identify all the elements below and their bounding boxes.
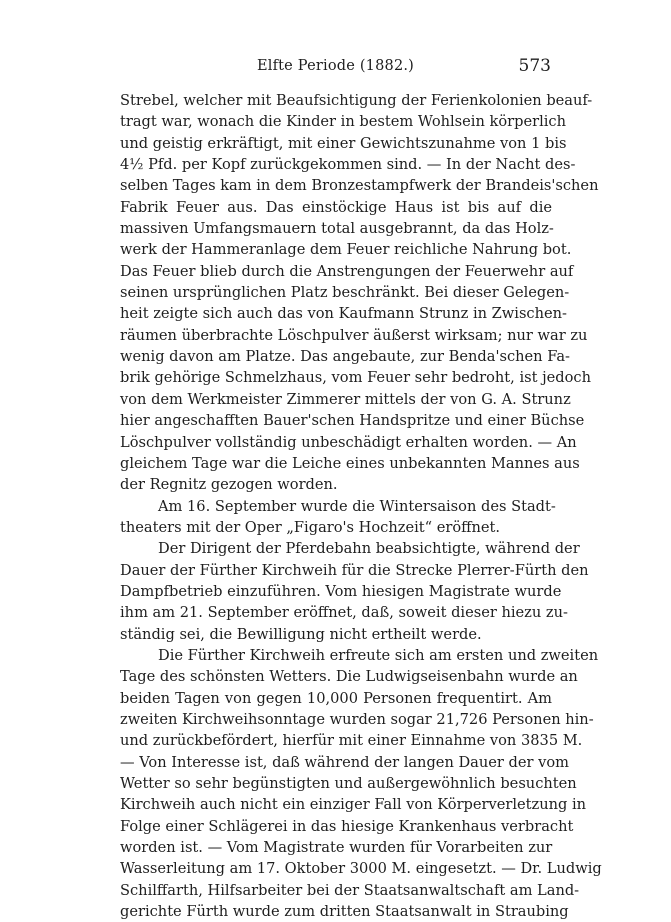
text-line: Tage des schönsten Wetters. Die Ludwigseisenbahn wurde an — [120, 668, 578, 686]
text-line: der Regnitz gezogen worden. — [120, 476, 338, 494]
text-line: Wasserleitung am 17. Oktober 3000 M. eingesetzt. — Dr. Ludwig — [120, 860, 602, 878]
text-line: Wetter so sehr begünstigten und außergewöhnlich besuchten — [120, 775, 577, 792]
text-line: Die Fürther Kirchweih erfreute sich am ersten und zweiten — [158, 646, 599, 664]
text-line: Am 16. September wurde die Wintersaison des Stadt- — [158, 497, 556, 515]
running-head — [0, 56, 671, 78]
text-line: heit zeigte sich auch das von Kaufmann Strunz in Zwischen- — [120, 305, 567, 323]
text-line: räumen überbrachte Löschpulver äußerst wirksam; nur war zu — [120, 326, 588, 344]
text-line: — Von Interesse ist, daß während der langen Dauer der vom — [120, 753, 569, 771]
text-line: beiden Tagen von gegen 10,000 Personen frequentirt. Am — [120, 689, 552, 707]
text-line: selben Tages kam in dem Bronzestampfwerk der Brandeis'schen — [120, 177, 599, 195]
text-line: Dauer der Fürther Kirchweih für die Strecke Plerrer-Fürth den — [120, 561, 589, 579]
text-line: theaters mit der Oper „Figaro's Hochzeit“ eröffnet. — [120, 518, 501, 536]
text-line: massiven Umfangsmauern total ausgebrannt, da das Holz- — [120, 220, 554, 238]
page-number: 573 — [518, 56, 551, 76]
body-text — [120, 90, 602, 922]
text-line: und geistig erkräftigt, mit einer Gewichtszunahme von 1 bis — [120, 134, 567, 152]
text-line: Der Dirigent der Pferdebahn beabsichtigte, während der — [158, 540, 580, 558]
text-line: zweiten Kirchweihsonntage wurden sogar 21,726 Personen hin- — [120, 710, 594, 728]
text-line: brik gehörige Schmelzhaus, vom Feuer sehr bedroht, ist jedoch — [120, 369, 591, 387]
text-line: worden ist. — Vom Magistrate wurden für Vorarbeiten zur — [120, 839, 553, 857]
text-line: Schilffarth, Hilfsarbeiter bei der Staatsanwaltschaft am Land- — [120, 881, 580, 899]
text-line: Folge einer Schlägerei in das hiesige Krankenhaus verbracht — [120, 817, 574, 835]
text-line: ständig sei, die Bewilligung nicht ertheilt werde. — [120, 625, 482, 643]
running-title: Elfte Periode (1882.) — [256, 58, 415, 74]
text-line: Löschpulver vollständig unbeschädigt erhalten worden. — An — [120, 433, 577, 451]
text-line: und zurückbefördert, hierfür mit einer Einnahme von 3835 M. — [120, 732, 583, 750]
text-line: gerichte Fürth wurde zum dritten Staatsanwalt in Straubing — [120, 903, 569, 921]
text-line: seinen ursprünglichen Platz beschränkt. Bei dieser Gelegen- — [120, 284, 570, 302]
text-line: tragt war, wonach die Kinder in bestem Wohlsein körperlich — [120, 113, 566, 131]
text-line: werk der Hammeranlage dem Feuer reichliche Nahrung bot. — [120, 241, 572, 259]
text-line: Das Feuer blieb durch die Anstrengungen der Feuerwehr auf — [120, 262, 574, 280]
text-line: wenig davon am Platze. Das angebaute, zur Benda'schen Fa- — [120, 348, 570, 366]
text-line: gleichem Tage war die Leiche eines unbekannten Mannes aus — [120, 454, 580, 472]
text-line: Fabrik Feuer aus. Das einstöckige Haus ist bis auf die — [120, 198, 552, 216]
text-line: Dampfbetrieb einzuführen. Vom hiesigen Magistrate wurde — [120, 582, 562, 600]
text-line: Kirchweih auch nicht ein einziger Fall von Körperverletzung in — [120, 796, 587, 814]
text-line: von dem Werkmeister Zimmerer mittels der von G. A. Strunz — [120, 390, 571, 408]
text-line: hier angeschafften Bauer'schen Handspritze und einer Büchse — [120, 412, 585, 430]
text-line: 4½ Pfd. per Kopf zurückgekommen sind. — In der Nacht des- — [120, 156, 576, 174]
text-line: ihm am 21. September eröffnet, daß, soweit dieser hiezu zu- — [120, 604, 568, 622]
text-line: Strebel, welcher mit Beaufsichtigung der Ferienkolonien beauf- — [120, 92, 593, 109]
